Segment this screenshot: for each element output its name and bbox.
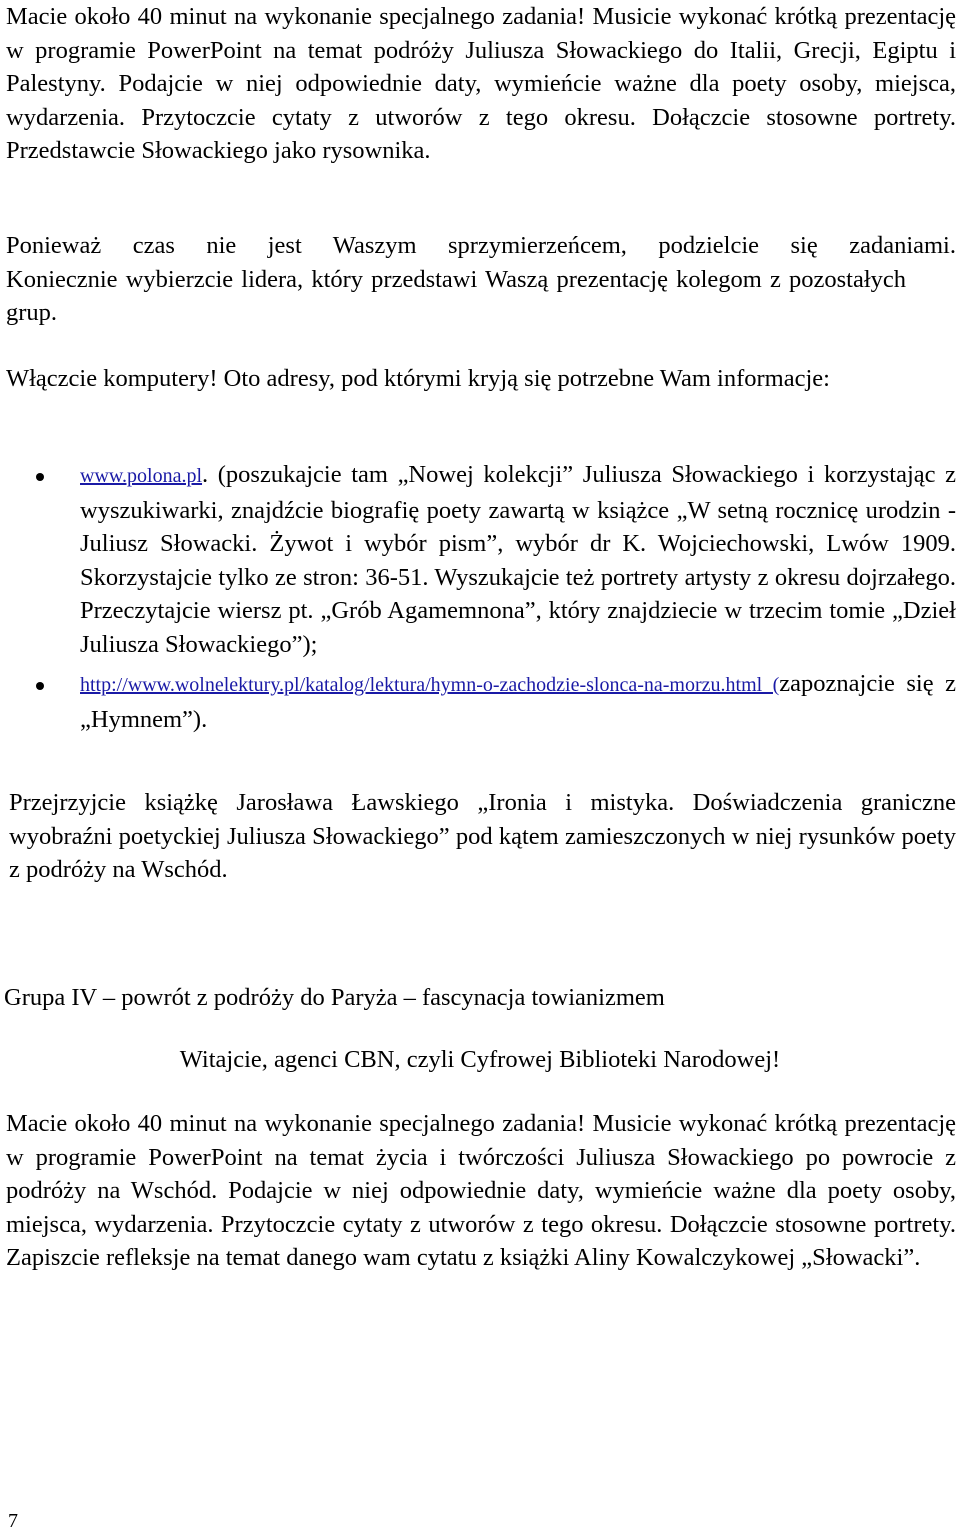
polona-link[interactable]: www.polona.pl <box>80 465 203 487</box>
teamwork-line-1: Ponieważ czas nie jest Waszym sprzymierzeńcem, podzielcie się zadaniami. <box>6 232 956 259</box>
group4-paragraph: Macie około 40 minut na wykonanie specjalnego zadania! Musicie wykonać krótką prezentację w programie PowerPoint na temat życia i twórczości Juliusza Słowackiego po powrocie z podróży na Wschód. Podajcie w niej odpowiednie daty, wymieńcie ważne dla poety osoby, miejsca, wydarzenia. Przytoczcie cytaty z utworów z tego okresu. Dołączcie stosowne portrety. Zapiszcie refleksje na temat danego wam cytatu z książki Aliny Kowalczykowej „Słowacki”. <box>6 1110 956 1271</box>
teamwork-line-2: Koniecznie wybierzcie lidera, który przedstawi Waszą prezentację kolegom z pozostałych grup. <box>6 265 906 326</box>
wolnelektury-link[interactable]: http://www.wolnelektury.pl/katalog/lektura/hymn-o-zachodzie-slonca-na-morzu.html ( <box>80 674 780 696</box>
page-number: 7 <box>8 1510 18 1532</box>
polona-description: . (poszukajcie tam „Nowej kolekcji” Juliusza Słowackiego i korzystając z wyszukiwarki, znajdźcie biografię poety zawartą w książce „W setną rocznicę urodzin - Juliusz Słowacki. Żywot i wybór pism”, wybór dr K. Wojciechowski, Lwów 1909. Skorzystajcie tylko ze stron: 36-51. Wyszukajcie też portrety artysty z okresu dojrzałego. Przeczytajcie wiersz pt. „Grób Agamemnona”, który znajdziecie w trzecim tomie „Dzieł Juliusza Słowackiego”); <box>80 461 956 658</box>
group-heading: Grupa IV – powrót z podróży do Paryża – fascynacja towianizmem <box>4 984 665 1011</box>
teamwork-paragraph <box>6 229 956 330</box>
bullet-icon <box>36 682 44 690</box>
wolnelektury-description: zapoznajcie się z „Hymnem”). <box>80 670 957 733</box>
intro-paragraph: Macie około 40 minut na wykonanie specjalnego zadania! Musicie wykonać krótką prezentację w programie PowerPoint na temat podróży Juliusza Słowackiego do Italii, Grecji, Egiptu i Palestyny. Podajcie w niej odpowiednie daty, wymieńcie ważne dla poety osoby, miejsca, wydarzenia. Przytoczcie cytaty z utworów z tego okresu. Dołączcie stosowne portrety. Przedstawcie Słowackiego jako rysownika. <box>6 3 956 164</box>
computers-paragraph: Włączcie komputery! Oto adresy, pod którymi kryją się potrzebne Wam informacje: <box>6 365 830 392</box>
bullet-icon <box>36 473 44 481</box>
resource-list <box>0 458 960 736</box>
welcome-line: Witajcie, agenci CBN, czyli Cyfrowej Biblioteki Narodowej! <box>179 1046 781 1073</box>
book-paragraph: Przejrzyjcie książkę Jarosława Ławskiego „Ironia i mistyka. Doświadczenia graniczne wyobraźni poetyckiej Juliusza Słowackiego” pod kątem zamieszczonych w niej rysunków poety z podróży na Wschód. <box>9 789 956 883</box>
list-item <box>0 667 960 736</box>
list-item <box>0 458 960 661</box>
